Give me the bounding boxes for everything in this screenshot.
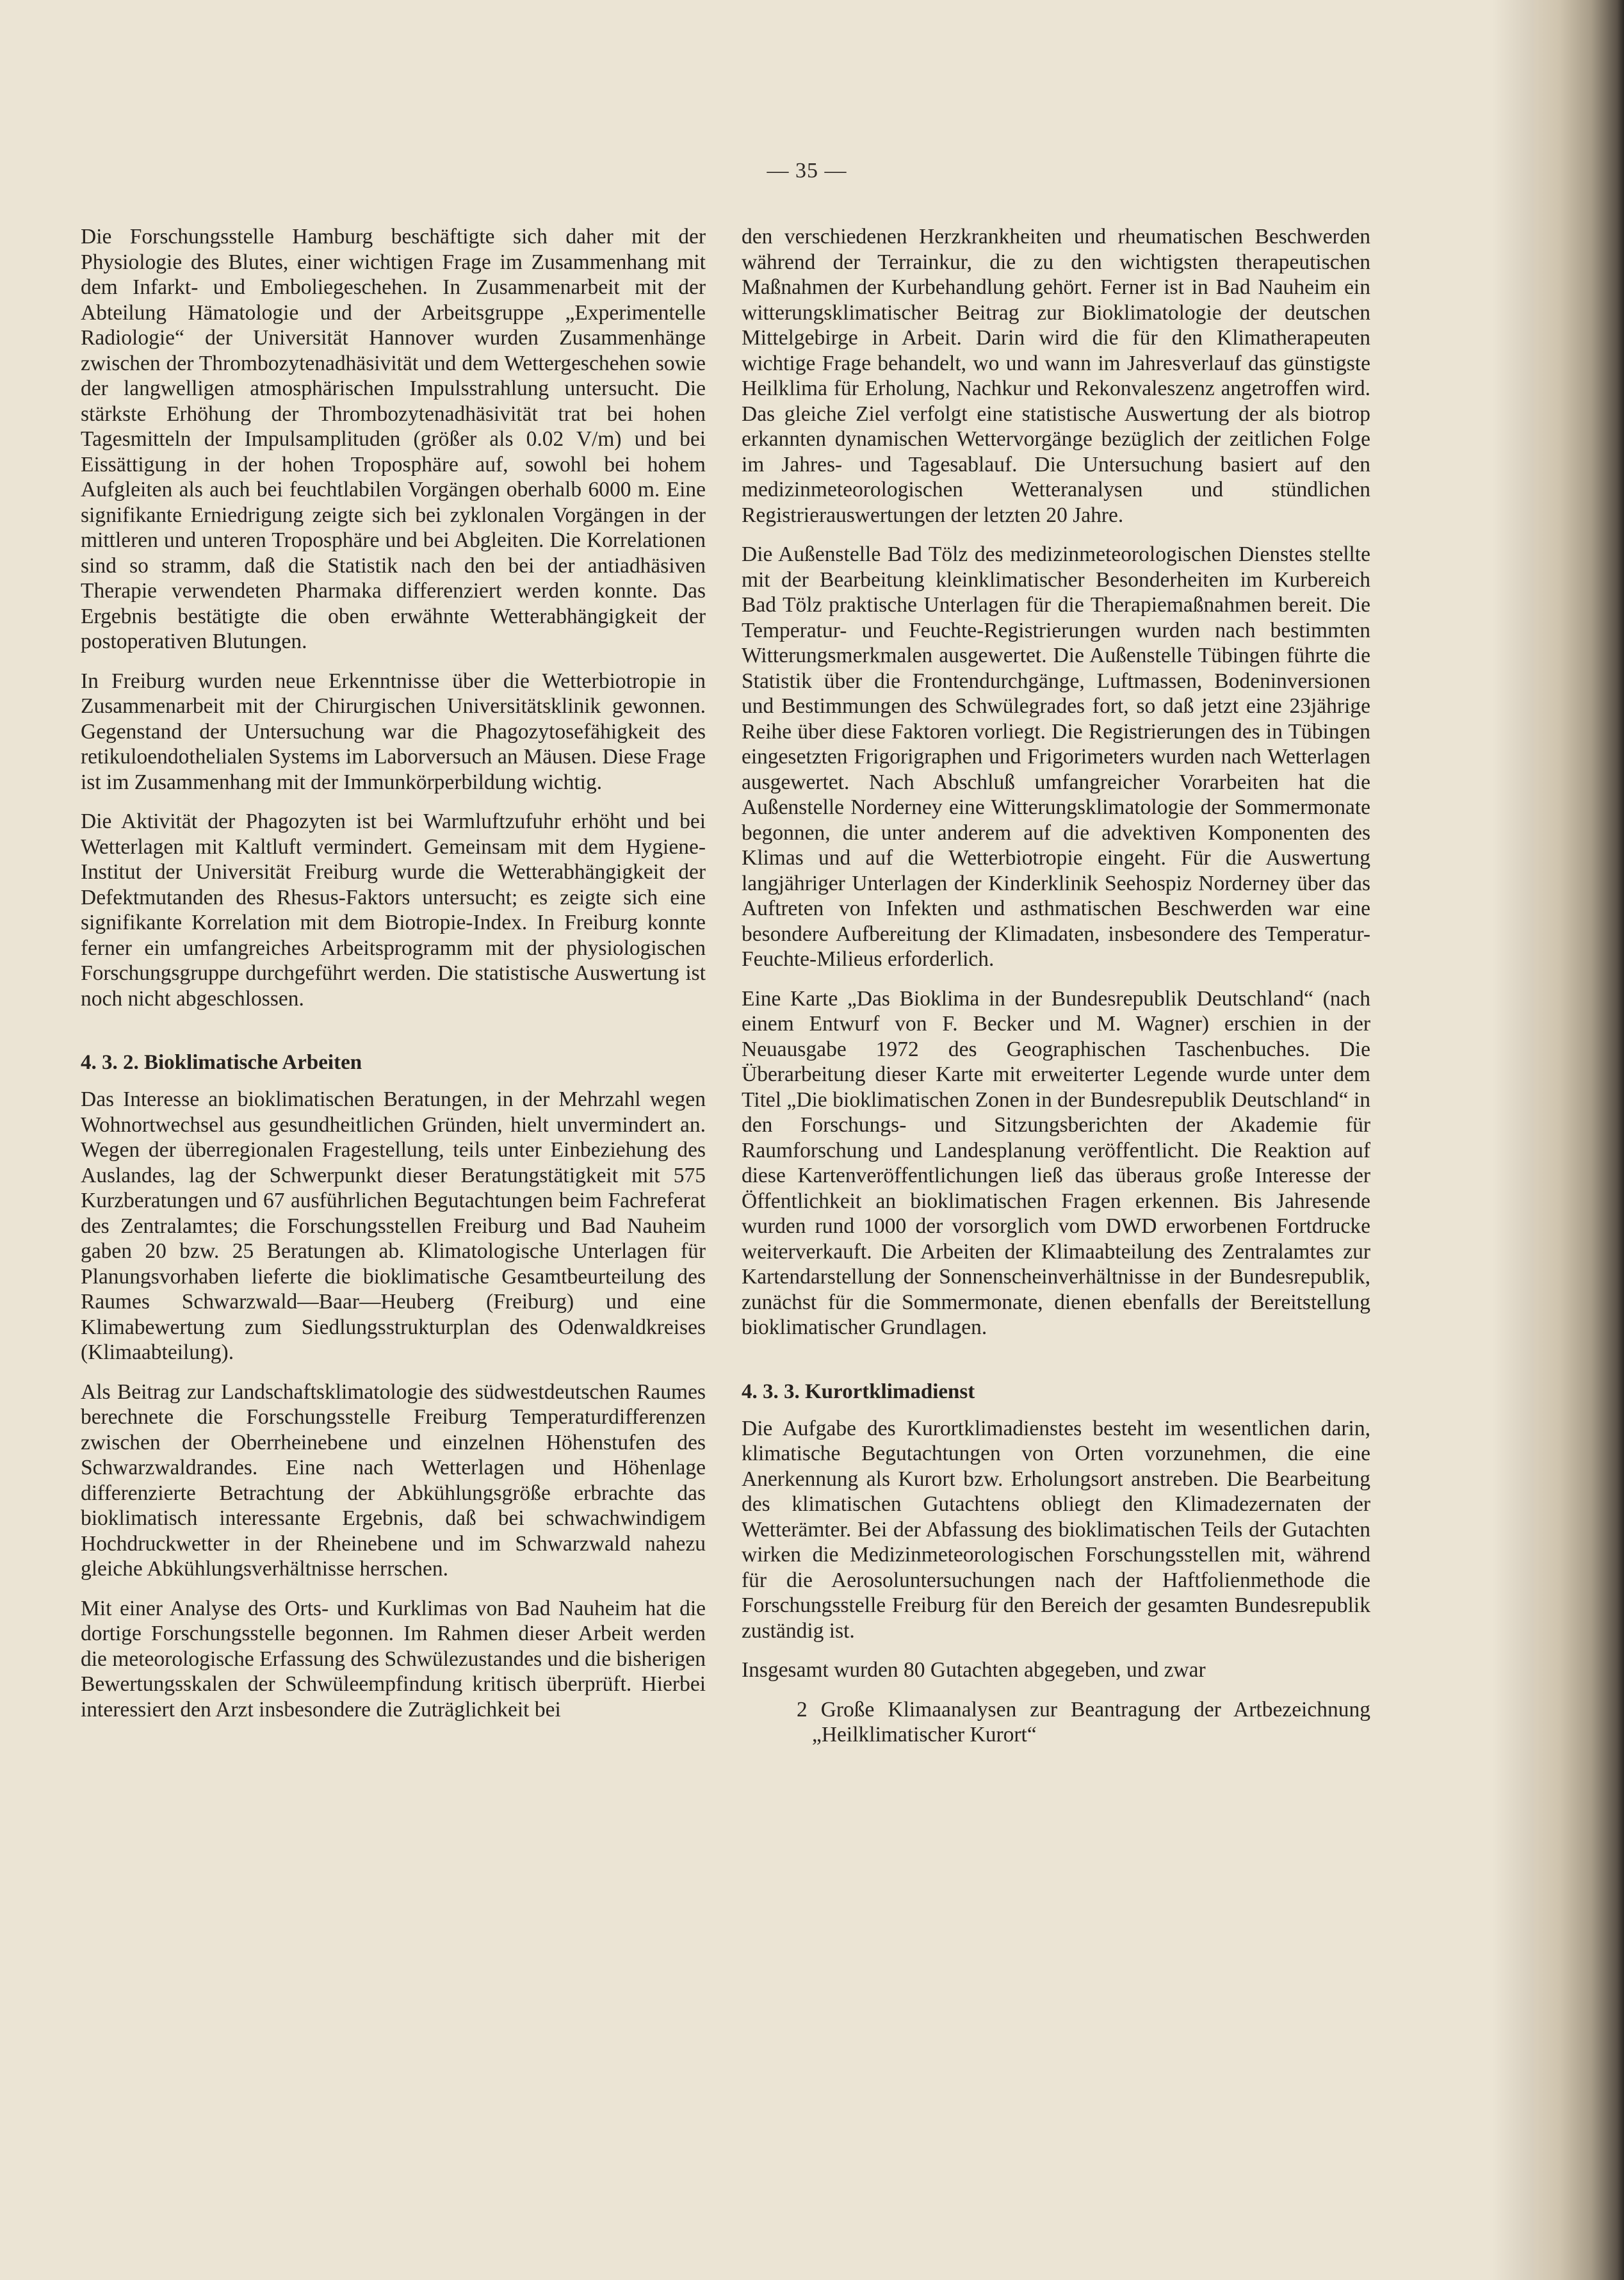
paragraph: Das Interesse an bioklimatischen Beratungen, in der Mehrzahl wegen Wohnortwechsel aus gesundheitlichen Gründen, hielt unvermindert an. Wegen der überregionalen Fragestellung, teils unter Einbeziehung des Auslandes, lag der Schwerpunkt dieser Beratungstätigkeit mit 575 Kurzberatungen und 67 ausführlichen Begutachtungen beim Fachreferat des Zentralamtes; die Forschungsstellen Freiburg und Bad Nauheim gaben 20 bzw. 25 Beratungen ab. Klimatologische Unterlagen für Planungsvorhaben lieferte die bioklimatische Gesamtbeurteilung des Raumes Schwarzwald—Baar—Heuberg (Freiburg) und eine Klimabewertung zum Siedlungsstrukturplan des Odenwaldkreises (Klimaabteilung). <box>81 1087 706 1364</box>
paragraph: den verschiedenen Herzkrankheiten und rheumatischen Beschwerden während der Terrainkur, die zu den wichtigsten therapeutischen Maßnahmen der Kurbehandlung gehört. Ferner ist in Bad Nauheim ein witterungsklimatischer Beitrag zur Bioklimatologie der deutschen Mittelgebirge in Arbeit. Darin wird die für den Klimatherapeuten wichtige Frage behandelt, wo und wann im Jahresverlauf das günstigste Heilklima für Erholung, Nachkur und Rekonvaleszenz angetroffen wird. Das gleiche Ziel verfolgt eine statistische Auswertung der als biotrop erkannten dynamischen Wettervorgänge bezüglich der zeitlichen Folge im Jahres- und Tagesablauf. Die Untersuchung basiert auf den medizinmeteorologischen Wetteranalysen und stündlichen Registrierauswertungen der letzten 20 Jahre. <box>742 225 1370 527</box>
paragraph: Die Aufgabe des Kurortklimadienstes besteht im wesentlichen darin, klimatische Begutachtungen von Orten vorzunehmen, die eine Anerkennung als Kurort bzw. Erholungsort anstreben. Die Bearbeitung des klimatischen Gutachtens obliegt den Klimadezernaten der Wetterämter. Bei der Abfassung des bioklimatischen Teils der Gutachten wirken die Medizinmeteorologischen Forschungsstellen mit, während für die Aerosoluntersuchungen nach der Haftfolienmethode die Forschungsstelle Freiburg für den Bereich der gesamten Bundesrepublik zuständig ist. <box>742 1416 1370 1643</box>
left-column <box>81 224 706 1736</box>
paragraph: Die Außenstelle Bad Tölz des medizinmeteorologischen Dienstes stellte mit der Bearbeitung kleinklimatischer Besonderheiten im Kurbereich Bad Tölz praktische Unterlagen für die Therapiemaßnahmen bereit. Die Temperatur- und Feuchte-Registrierungen wurden nach bestimmten Witterungsmerkmalen ausgewertet. Die Außenstelle Tübingen führte die Statistik über die Frontendurchgänge, Luftmassen, Bodeninversionen und Bestimmungen des Schwülegrades fort, so daß jetzt eine 23jährige Reihe über diese Faktoren vorliegt. Die Registrierungen des in Tübingen eingesetzten Frigorigraphen und Frigorimeters wurden nach Wetterlagen ausgewertet. Nach Abschluß umfangreicher Vorarbeiten hat die Außenstelle Norderney eine Witterungsklimatologie der Sommermonate begonnen, die unter anderem auf die advektiven Komponenten des Klimas und auf die Wetterbiotropie eingeht. Für die Auswertung langjähriger Unterlagen der Kinderklinik Seehospiz Norderney über das Auftreten von Infekten und asthmatischen Beschwerden war eine besondere Aufbereitung der Klimadaten, insbesondere des Temperatur-Feuchte-Milieus erforderlich. <box>742 542 1370 971</box>
paragraph: Die Aktivität der Phagozyten ist bei Warmluftzufuhr erhöht und bei Wetterlagen mit Kaltluft vermindert. Gemeinsam mit dem Hygiene-Institut der Universität Freiburg wurde die Wetterabhängigkeit der Defektmutanden des Rhesus-Faktors untersucht; es zeigte sich eine signifikante Korrelation mit dem Biotropie-Index. In Freiburg konnte ferner ein umfangreiches Arbeitsprogramm mit der physiologischen Forschungsgruppe durchgeführt werden. Die statistische Auswertung ist noch nicht abgeschlossen. <box>81 810 706 1011</box>
paragraph: Die Forschungsstelle Hamburg beschäftigte sich daher mit der Physiologie des Blutes, einer wichtigen Frage im Zusammenhang mit dem Infarkt- und Emboliegeschehen. In Zusammenarbeit mit der Abteilung Hämatologie und der Arbeitsgruppe „Experimentelle Radiologie“ der Universität Hannover wurden Zusammenhänge zwischen der Thrombozytenadhäsivität und dem Wettergeschehen sowie der langwelligen atmosphärischen Impulsstrahlung untersucht. Die stärkste Erhöhung der Thrombozytenadhäsivität trat bei hohen Tagesmitteln der Impulsamplituden (größer als 0.02 V/m) und bei Eissättigung in der hohen Troposphäre auf, sowohl bei hohem Aufgleiten als auch bei feuchtlabilen Vorgängen oberhalb 6000 m. Eine signifikante Erniedrigung zeigte sich bei zyklonalen Vorgängen in der mittleren und unteren Troposphäre und bei Abgleiten. Die Korrelationen sind so stramm, daß die Statistik nach den bei der antiadhäsiven Therapie verwendeten Pharmaka differenziert werden konnte. Das Ergebnis bestätigte die oben erwähnte Wetterabhängigkeit der postoperativen Blutungen. <box>81 225 706 653</box>
section-heading: 4. 3. 3. Kurortklimadienst <box>742 1380 975 1403</box>
paragraph: Mit einer Analyse des Orts- und Kurklimas von Bad Nauheim hat die dortige Forschungsstelle begonnen. Im Rahmen dieser Arbeit werden die meteorologische Erfassung des Schwülezustandes und die bisherigen Bewertungsskalen der Schwüleempfindung kritisch überprüft. Hierbei interessiert den Arzt insbesondere die Zuträglichkeit bei <box>81 1596 706 1722</box>
list-item: 2 Große Klimaanalysen zur Beantragung der Artbezeichnung „Heilklimatischer Kurort“ <box>797 1697 1370 1747</box>
right-column <box>742 224 1370 1748</box>
paragraph: In Freiburg wurden neue Erkenntnisse über die Wetterbiotropie in Zusammenarbeit mit der Chirurgischen Universitätsklinik gewonnen. Gegenstand der Untersuchung war die Phagozytosefähigkeit des retikuloendothelialen Systems im Laborversuch an Mäusen. Diese Frage ist im Zusammenhang mit der Immunkörperbildung wichtig. <box>81 669 706 794</box>
section-heading: 4. 3. 2. Bioklimatische Arbeiten <box>81 1051 362 1074</box>
paragraph: Insgesamt wurden 80 Gutachten abgegeben, und zwar <box>742 1658 1206 1682</box>
page-edge-shadow <box>1492 0 1534 2280</box>
book-spine-edge <box>1534 0 1624 2280</box>
paragraph: Als Beitrag zur Landschaftsklimatologie des südwestdeutschen Raumes berechnete die Forschungsstelle Freiburg Temperaturdifferenzen zwischen der Oberrheinebene und einzelnen Höhenstufen des Schwarzwaldrandes. Eine nach Wetterlagen und Höhenlage differenzierte Betrachtung der Abkühlungsgröße erbrachte das bioklimatisch interessante Ergebnis, daß bei schwachwindigem Hochdruckwetter in der Rheinebene und im Schwarzwald nahezu gleiche Abkühlungsverhältnisse herrschen. <box>81 1380 706 1581</box>
page-number: — 35 — <box>767 159 847 183</box>
paragraph: Eine Karte „Das Bioklima in der Bundesrepublik Deutschland“ (nach einem Entwurf von F. Becker und M. Wagner) erschien in der Neuausgabe 1972 des Geographischen Taschenbuches. Die Überarbeitung dieser Karte mit erweiterter Legende wurde unter dem Titel „Die bioklimatischen Zonen in der Bundesrepublik Deutschland“ in den Forschungs- und Sitzungsberichten der Akademie für Raumforschung und Landesplanung veröffentlicht. Die Reaktion auf diese Kartenveröffentlichungen ließ das überaus große Interesse der Öffentlichkeit an bioklimatischen Fragen erkennen. Bis Jahresende wurden rund 1000 der vorsorglich vom DWD erworbenen Fortdrucke weiterverkauft. Die Arbeiten der Klimaabteilung des Zentralamtes zur Kartendarstellung der Sonnenscheinverhältnisse in der Bundesrepublik, zunächst für die Sommermonate, dienen ebenfalls der Bereitstellung bioklimatischer Grundlagen. <box>742 986 1370 1339</box>
